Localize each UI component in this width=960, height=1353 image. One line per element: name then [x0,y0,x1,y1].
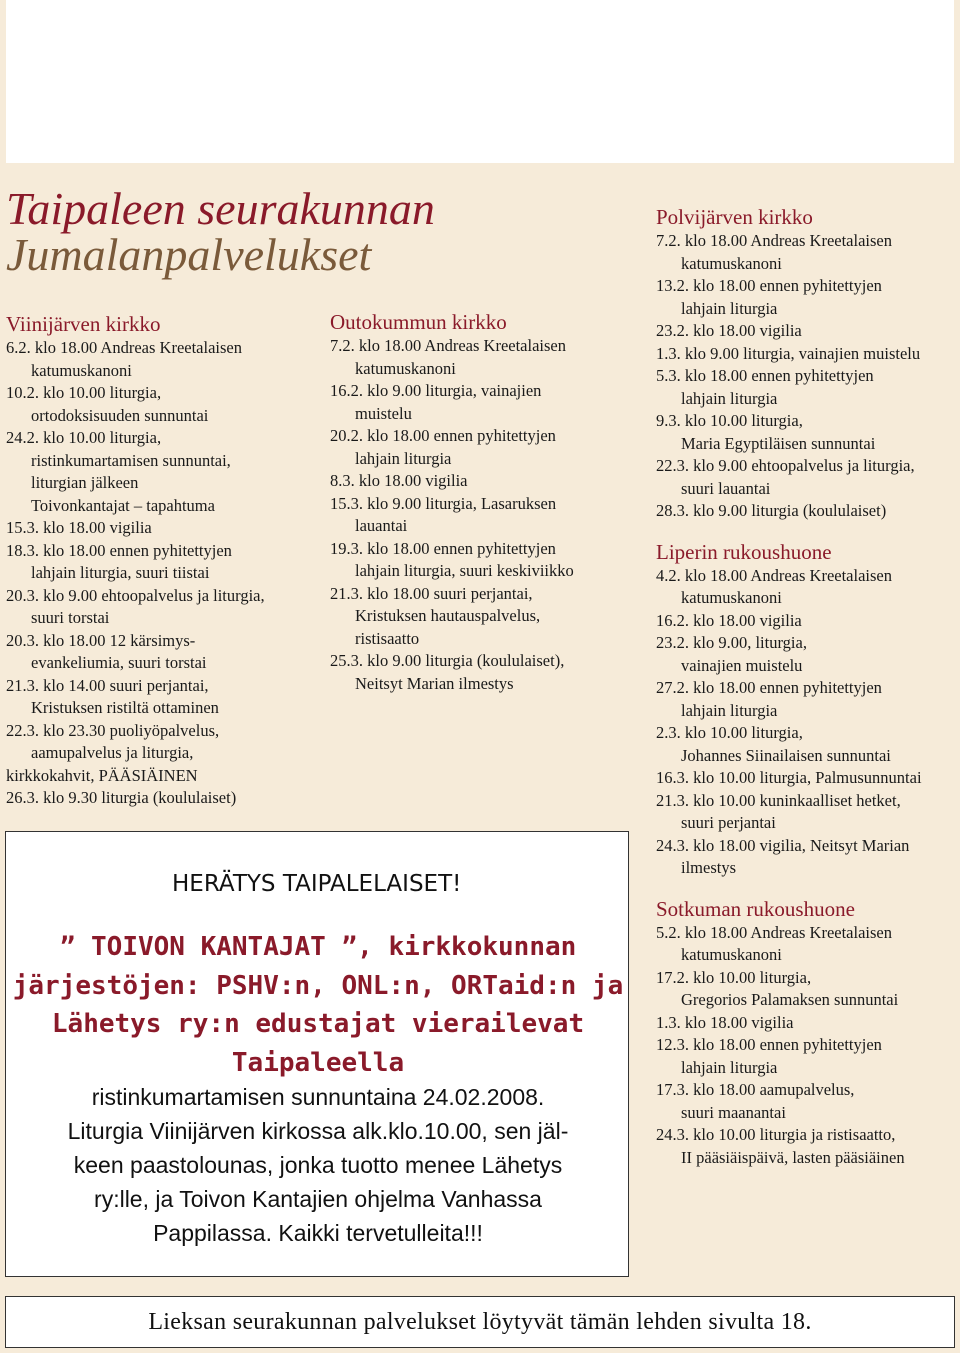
schedule-entry [330,425,630,470]
entry-description: Kristuksen ristiltä ottaminen [31,698,219,717]
entry-description: lahjain liturgia [681,700,778,720]
entry-date-time: 20.2. klo 18.00 ennen pyhitettyjen [330,426,556,445]
schedule-entry [656,230,956,275]
entry-date-time: 24.3. klo 18.00 vigilia, Neitsyt Marian [656,835,910,855]
section-title-polvijarvi: Polvijärven kirkko [656,205,813,229]
schedule-entry [330,380,630,425]
entry-list-polvijarvi [656,230,956,523]
entry-list-sotkuma [656,922,956,1170]
entry-description: Kristuksen hautauspalvelus, [355,606,541,625]
schedule-entry [6,675,316,720]
announcement-heading: HERÄTYS TAIPALELAISET! [172,871,462,897]
entry-description: katumuskanoni [681,253,782,273]
schedule-entry [330,493,630,538]
top-blank-area [6,0,954,163]
entry-description: lauantai [355,516,408,535]
schedule-entry [656,365,956,410]
entry-date-time: 23.2. klo 18.00 vigilia [656,321,802,340]
announcement-body-line: Pappilassa. Kaikki tervetulleita!!! [153,1220,483,1246]
entry-description: aamupalvelus ja liturgia, [31,743,194,762]
title-line-2: Jumalanpalvelukset [6,229,372,280]
entry-description: suuri perjantai [681,813,776,832]
entry-date-time: 7.2. klo 18.00 Andreas Kreetalaisen [656,231,892,250]
entry-date-time: 17.3. klo 18.00 aamupalvelus, [656,1080,855,1099]
schedule-entry [656,610,956,633]
schedule-entry [6,540,316,585]
entry-date-time: 8.3. klo 18.00 vigilia [330,471,468,490]
announcement-organizations [6,928,630,1082]
entry-date-time: 27.2. klo 18.00 ennen pyhitettyjen [656,678,882,697]
section-title-liperi: Liperin rukoushuone [656,539,832,564]
schedule-entry [656,767,956,790]
entry-date-time: 20.3. klo 18.00 12 kärsimys- [6,630,196,650]
entry-description: katumuskanoni [681,588,782,607]
announcement-body [22,1080,614,1250]
entry-date-time: 15.3. klo 18.00 vigilia [6,518,152,537]
entry-date-time: 25.3. klo 9.00 liturgia (koululaiset), [330,651,565,670]
page-title [6,183,435,280]
schedule-entry [656,790,956,835]
entry-date-time: 20.3. klo 9.00 ehtoopalvelus ja liturgia, [6,585,265,605]
entry-date-time: 24.3. klo 10.00 liturgia ja ristisaatto, [656,1125,896,1144]
schedule-entry [656,722,956,767]
schedule-entry [656,410,956,455]
entry-description: ilmestys [681,858,737,877]
entry-date-time: 23.2. klo 9.00, liturgia, [656,633,807,652]
announcement-org-line: ” TOIVON KANTAJAT ”, kirkkokunnan [59,932,577,962]
schedule-entry [656,565,956,610]
entry-date-time: 19.3. klo 18.00 ennen pyhitettyjen [330,538,556,558]
entry-date-time: 4.2. klo 18.00 Andreas Kreetalaisen [656,565,892,585]
column-right [656,204,956,1169]
schedule-entry [6,720,316,788]
schedule-entry [656,677,956,722]
entry-description: Johannes Siinailaisen sunnuntai [681,745,891,765]
entry-date-time: 22.3. klo 23.30 puoliyöpalvelus, [6,720,220,740]
entry-description: lahjain liturgia, suuri tiistai [31,563,210,582]
schedule-entry [6,585,316,630]
entry-date-time: 13.2. klo 18.00 ennen pyhitettyjen [656,276,882,295]
entry-date-time: 18.3. klo 18.00 ennen pyhitettyjen [6,540,232,560]
entry-date-time: 21.3. klo 14.00 suuri perjantai, [6,675,209,695]
schedule-entry [330,650,630,695]
announcement-box [5,831,629,1277]
entry-date-time: 1.3. klo 18.00 vigilia [656,1012,794,1032]
entry-description: lahjain liturgia, suuri keskiviikko [355,561,574,580]
schedule-entry [330,335,630,380]
column-outokumpu [330,309,630,695]
entry-list-outokumpu [330,335,630,695]
entry-description: lahjain liturgia [681,1057,778,1077]
schedule-entry [656,1124,956,1169]
announcement-body-line: Liturgia Viinijärven kirkossa alk.klo.10.00, sen jäl- [67,1118,569,1144]
entry-date-time: 21.3. klo 18.00 suuri perjantai, [330,583,533,603]
entry-description: II pääsiäispäivä, lasten pääsiäinen [681,1147,905,1167]
entry-date-time: 12.3. klo 18.00 ennen pyhitettyjen [656,1035,882,1054]
schedule-entry [330,470,630,493]
entry-date-time: 7.2. klo 18.00 Andreas Kreetalaisen [330,336,566,355]
announcement-org-line: Lähetys ry:n edustajat vierailevat [51,1009,585,1039]
schedule-entry [656,500,956,523]
schedule-entry [6,427,316,517]
entry-date-time: 1.3. klo 9.00 liturgia, vainajien muistelu [656,343,921,363]
entry-date-time: 26.3. klo 9.30 liturgia (koululaiset) [6,788,237,807]
entry-date-time: 5.2. klo 18.00 Andreas Kreetalaisen [656,922,892,942]
entry-date-time: 6.2. klo 18.00 Andreas Kreetalaisen [6,338,242,357]
announcement-org-line: järjestöjen: PSHV:n, ONL:n, ORTaid:n ja [12,970,624,1001]
entry-description: suuri maanantai [681,1102,786,1122]
column-viinijarvi [6,311,316,810]
entry-description: vainajien muistelu [681,655,803,675]
announcement-body-line: keen paastolounas, jonka tuotto menee Lähetys [73,1152,563,1178]
entry-description: katumuskanoni [681,945,782,964]
entry-date-time: 10.2. klo 10.00 liturgia, [6,383,162,402]
announcement-body-line: ry:lle, ja Toivon Kantajien ohjelma Vanhassa [94,1186,542,1212]
schedule-entry [656,275,956,320]
schedule-entry [6,787,316,810]
schedule-entry [656,1079,956,1124]
entry-date-time: 9.3. klo 10.00 liturgia, [656,411,803,430]
section-title-viinijarvi: Viinijärven kirkko [6,312,161,336]
schedule-entry [6,630,316,675]
schedule-entry [656,835,956,880]
entry-date-time: 15.3. klo 9.00 liturgia, Lasaruksen [330,493,557,513]
section-title-outokumpu: Outokummun kirkko [330,310,507,334]
schedule-entry [330,538,630,583]
entry-description: katumuskanoni [355,358,456,378]
entry-date-time: 24.2. klo 10.00 liturgia, [6,428,162,447]
entry-date-time: 16.2. klo 18.00 vigilia [656,610,802,630]
schedule-entry [656,343,956,366]
entry-description: ortodoksisuuden sunnuntai [31,405,209,425]
schedule-entry [656,967,956,1012]
footer-note: Lieksan seurakunnan palvelukset löytyvät tämän lehden sivulta 18. [148,1308,812,1335]
entry-description: suuri torstai [31,608,110,627]
entry-date-time: 22.3. klo 9.00 ehtoopalvelus ja liturgia, [656,456,915,475]
schedule-entry [6,337,316,382]
entry-description: lahjain liturgia [681,298,778,318]
schedule-entry [330,583,630,651]
entry-date-time: 28.3. klo 9.00 liturgia (koululaiset) [656,501,887,520]
schedule-entry [656,320,956,343]
announcement-org-line: Taipaleella [231,1047,405,1078]
entry-description: muistelu [355,403,412,423]
entry-description: Neitsyt Marian ilmestys [355,673,514,693]
entry-description: ristisaatto [355,628,420,648]
entry-description: lahjain liturgia [355,448,452,468]
schedule-entry [6,517,316,540]
entry-list-liperi [656,565,956,880]
entry-description: lahjain liturgia [681,388,778,408]
schedule-entry [656,632,956,677]
entry-description: evankeliumia, suuri torstai [31,653,207,672]
schedule-entry [656,922,956,967]
entry-description: Gregorios Palamaksen sunnuntai [681,990,899,1009]
footer-note-box [5,1296,955,1348]
entry-description: Toivonkantajat – tapahtuma [31,495,215,515]
schedule-entry [656,455,956,500]
entry-description: liturgian jälkeen [31,473,139,492]
announcement-body-line: ristinkumartamisen sunnuntaina 24.02.2008. [91,1084,545,1110]
entry-date-time: 16.3. klo 10.00 liturgia, Palmusunnuntai [656,768,922,787]
entry-date-time: 16.2. klo 9.00 liturgia, vainajien [330,381,542,400]
entry-date-time: 21.3. klo 10.00 kuninkaalliset hetket, [656,790,901,810]
schedule-entry [656,1034,956,1079]
entry-list-viinijarvi [6,337,316,810]
entry-description: kirkkokahvit, PÄÄSIÄINEN [6,765,198,785]
entry-description: ristinkumartamisen sunnuntai, [31,450,231,470]
entry-description: suuri lauantai [681,478,771,498]
section-title-sotkuma: Sotkuman rukoushuone [656,896,855,921]
entry-description: katumuskanoni [31,360,132,380]
schedule-entry [656,1012,956,1035]
title-line-1: Taipaleen seurakunnan [6,183,435,234]
entry-date-time: 5.3. klo 18.00 ennen pyhitettyjen [656,366,874,385]
schedule-entry [6,382,316,427]
entry-description: Maria Egyptiläisen sunnuntai [681,433,876,453]
entry-date-time: 2.3. klo 10.00 liturgia, [656,723,803,742]
entry-date-time: 17.2. klo 10.00 liturgia, [656,967,812,987]
